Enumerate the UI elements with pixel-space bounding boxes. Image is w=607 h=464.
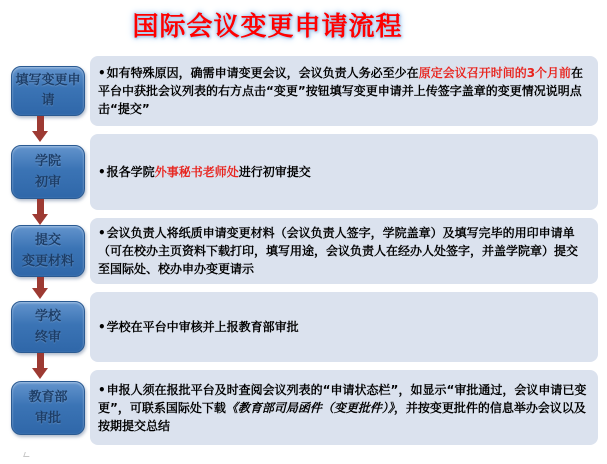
text-segment-normal: ，并按变更批件的信息举办会议以及按期提交总结 [98,400,586,433]
step-label-line: 终审 [34,330,61,345]
flow-row-1 [10,56,598,126]
bullet-icon: • [98,165,106,179]
step-cell-4 [10,292,86,362]
text-segment-red: 原定会议召开时间的3个月前 [418,66,572,80]
description-text [98,318,299,336]
step-label-line: 填写变更申 [15,73,81,88]
stray-artifact [23,452,31,457]
text-segment-italic: 《教育部司局函件（变更批件）》 [225,400,394,415]
down-arrow-icon [32,199,48,225]
step-label-line: 学校 [34,309,61,324]
step-label-line: 请 [41,93,55,108]
description-text [98,224,588,278]
step-cell-5 [10,370,86,445]
description-panel-1 [90,56,598,126]
step-cell-1 [10,56,86,126]
step-label-line: 初审 [34,175,61,190]
text-segment-normal: 进行初审提交 [238,165,311,179]
text-segment-normal: 会议负责人将纸质申请变更材料（会议负责人签字，学院盖章）及填写完毕的用印申请单（可在校办主页资料下载打印，填写用途，会议负责人在经办人处签字，并盖学院章）提交至国际处、校办申办变更请示 [98,226,579,276]
text-segment-normal: 申报人须在报批平台及时查阅会议列表的“申请状态栏”，如显示“审批通过，会议申请已变更”，可联系国际处下载 [98,382,587,415]
description-text [98,163,311,181]
page-title: 国际会议变更申请流程 [132,12,403,42]
step-cell-2 [10,134,86,210]
step-cell-3 [10,218,86,284]
text-segment-normal: 在平台中获批会议列表的右方点击“变更”按钮填写变更申请并上传签字盖章的变更情况说明点击“提交” [98,66,584,116]
bullet-icon: • [98,320,106,334]
bullet-icon: • [98,382,106,397]
description-text [98,64,588,118]
bullet-icon: • [98,66,106,80]
description-panel-3 [90,218,598,284]
text-segment-normal: 如有特殊原因，确需申请变更会议，会议负责人务必至少在 [106,66,419,80]
description-text [98,381,588,435]
flow-row-5 [10,370,598,445]
bullet-icon: • [98,226,106,240]
description-panel-4 [90,292,598,362]
text-segment-normal: 学校在平台中审核并上报教育部审批 [106,320,299,334]
step-label-line: 教育部 [28,389,68,405]
step-label-line: 提交 [34,233,61,248]
text-segment-red: 外事秘书老师处 [154,165,239,179]
step-box-fill-change-application [11,66,85,116]
step-box-college-initial-review [11,145,85,199]
down-arrow-icon [32,353,48,379]
step-box-ministry-approval [11,381,85,435]
description-panel-2 [90,134,598,210]
description-panel-5 [90,370,598,445]
text-segment-normal: 报各学院 [106,165,155,179]
step-label-line: 审批 [34,410,61,426]
flow-row-3 [10,218,598,284]
down-arrow-icon [32,116,48,142]
flow-row-2 [10,134,598,210]
step-label-line: 变更材料 [21,254,74,269]
flowchart [10,56,598,445]
step-box-submit-change-materials [11,225,85,277]
step-box-school-final-review [11,301,85,353]
down-arrow-icon [32,277,48,299]
step-label-line: 学院 [34,154,61,169]
flow-row-4 [10,292,598,362]
